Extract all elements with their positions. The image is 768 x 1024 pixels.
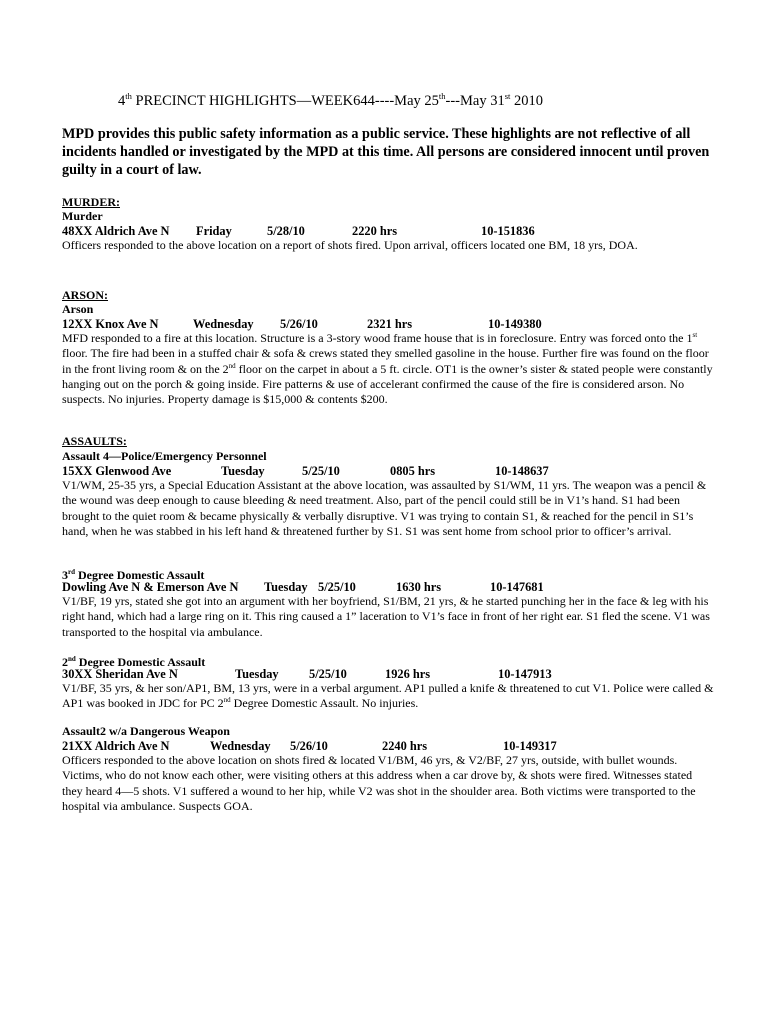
incident-date: 5/28/10 [267,224,305,238]
assault-3-incident-row [62,667,742,681]
incident-day: Tuesday [221,464,265,478]
arson-subheading: Arson [62,302,94,316]
incident-date: 5/25/10 [309,667,347,681]
incident-time: 0805 hrs [390,464,436,478]
murder-narrative: Officers responded to the above location on a report of shots fired. Upon arrival, officers located one BM, 18 yrs, DOA. [62,238,638,252]
assault-4-narrative: Officers responded to the above location on shots fired & located V1/BM, 46 yrs, & V2/BF, 27 yrs, outside, with bullet wounds. Victims, who do not know each other, were visiting others at this address when a car drove by, & shots were fired. Witnesses stated they heard 4—5 shots. V1 suffered a wound to her hip, while V2 was shot in the shoulder area. Both victims were transported to the hospital via ambulance. Suspects GOA. [62,753,696,813]
murder-heading: MURDER: [62,195,120,209]
page-title: 4th PRECINCT HIGHLIGHTS—WEEK644----May 25th---May 31st 2010 [118,91,544,109]
arson-heading: ARSON: [62,288,109,302]
assault-4-incident-row [62,739,742,753]
incident-time: 2240 hrs [382,739,428,753]
murder-incident-row [62,224,742,238]
incident-date: 5/26/10 [280,317,318,331]
incident-case-number: 10-147681 [490,580,544,594]
assault-3-subheading: 2nd Degree Domestic Assault [62,655,206,669]
arson-incident-row [62,317,742,331]
incident-time: 1630 hrs [396,580,442,594]
incident-day: Tuesday [235,667,279,681]
incident-time: 1926 hrs [385,667,431,681]
assault-2-subheading: 3rd Degree Domestic Assault [62,568,205,582]
incident-day: Wednesday [210,739,271,753]
incident-address: 48XX Aldrich Ave N [62,224,170,238]
incident-case-number: 10-148637 [495,464,549,478]
assault-2-narrative: V1/BF, 19 yrs, stated she got into an argument with her boyfriend, S1/BM, 21 yrs, & he started punching her in the face & leg with his right hand, which had a large ring on it. This ring caused a 1” laceration to V1’s face in front of her right ear. S1 fled the scene. V1 was transported to the hospital via ambulance. [62,594,710,639]
arson-narrative: MFD responded to a fire at this location. Structure is a 3-story wood frame house that is in foreclosure. Entry was forced onto the 1st floor. The fire had been in a stuffed chair & sofa & crews stated they smelled gasoline in the house. Further fire was found on the floor in the front living room & on the 2nd floor on the carpet in about a 5 ft. circle. OT1 is the owner’s sister & stated people were constantly hanging out on the porch & going inside. Fire patterns & use of accelerant confirmed the cause of the fire is considered arson. No suspects. No injuries. Property damage is $15,000 & contents $200. [62,331,713,407]
assault-1-narrative: V1/WM, 25-35 yrs, a Special Education Assistant at the above location, was assaulted by S1/WM, 11 yrs. The weapon was a pencil & the wound was deep enough to cause bleeding & need treatment. Also, part of the pencil could still be in V1’s hand. S1 had been brought to the quiet room & became physically & verbally disruptive. V1 was trying to contain S1, & reached for the pencil in S1’s hand, when he was stabbed in his left hand & threatened further by S1. S1 was sent home from school prior to officer’s arrival. [62,478,707,538]
incident-case-number: 10-149380 [488,317,542,331]
incident-date: 5/25/10 [318,580,356,594]
incident-case-number: 10-151836 [481,224,535,238]
disclaimer: MPD provides this public safety information as a public service. These highlights are not reflective of all incidents handled or investigated by the MPD at this time. All persons are considered innocent until proven guilty in a court of law. [62,126,710,178]
incident-date: 5/26/10 [290,739,328,753]
assault-1-subheading: Assault 4—Police/Emergency Personnel [62,449,267,463]
murder-subheading: Murder [62,209,103,223]
incident-case-number: 10-147913 [498,667,552,681]
incident-time: 2321 hrs [367,317,413,331]
incident-address: Dowling Ave N & Emerson Ave N [62,580,239,594]
assault-4-subheading: Assault2 w/a Dangerous Weapon [62,724,230,738]
incident-day: Friday [196,224,232,238]
incident-address: 12XX Knox Ave N [62,317,159,331]
assault-3-narrative: V1/BF, 35 yrs, & her son/AP1, BM, 13 yrs, were in a verbal argument. AP1 pulled a knife & threatened to cut V1. Police were called & AP1 was booked in JDC for PC 2nd Degree Domestic Assault. No injuries. [62,681,714,711]
incident-day: Wednesday [193,317,254,331]
incident-address: 15XX Glenwood Ave [62,464,172,478]
incident-case-number: 10-149317 [503,739,557,753]
incident-address: 21XX Aldrich Ave N [62,739,170,753]
assault-1-incident-row [62,464,742,478]
incident-address: 30XX Sheridan Ave N [62,667,178,681]
incident-time: 2220 hrs [352,224,398,238]
assault-2-incident-row [62,580,742,594]
incident-date: 5/25/10 [302,464,340,478]
incident-day: Tuesday [264,580,308,594]
assaults-heading: ASSAULTS: [62,434,127,448]
